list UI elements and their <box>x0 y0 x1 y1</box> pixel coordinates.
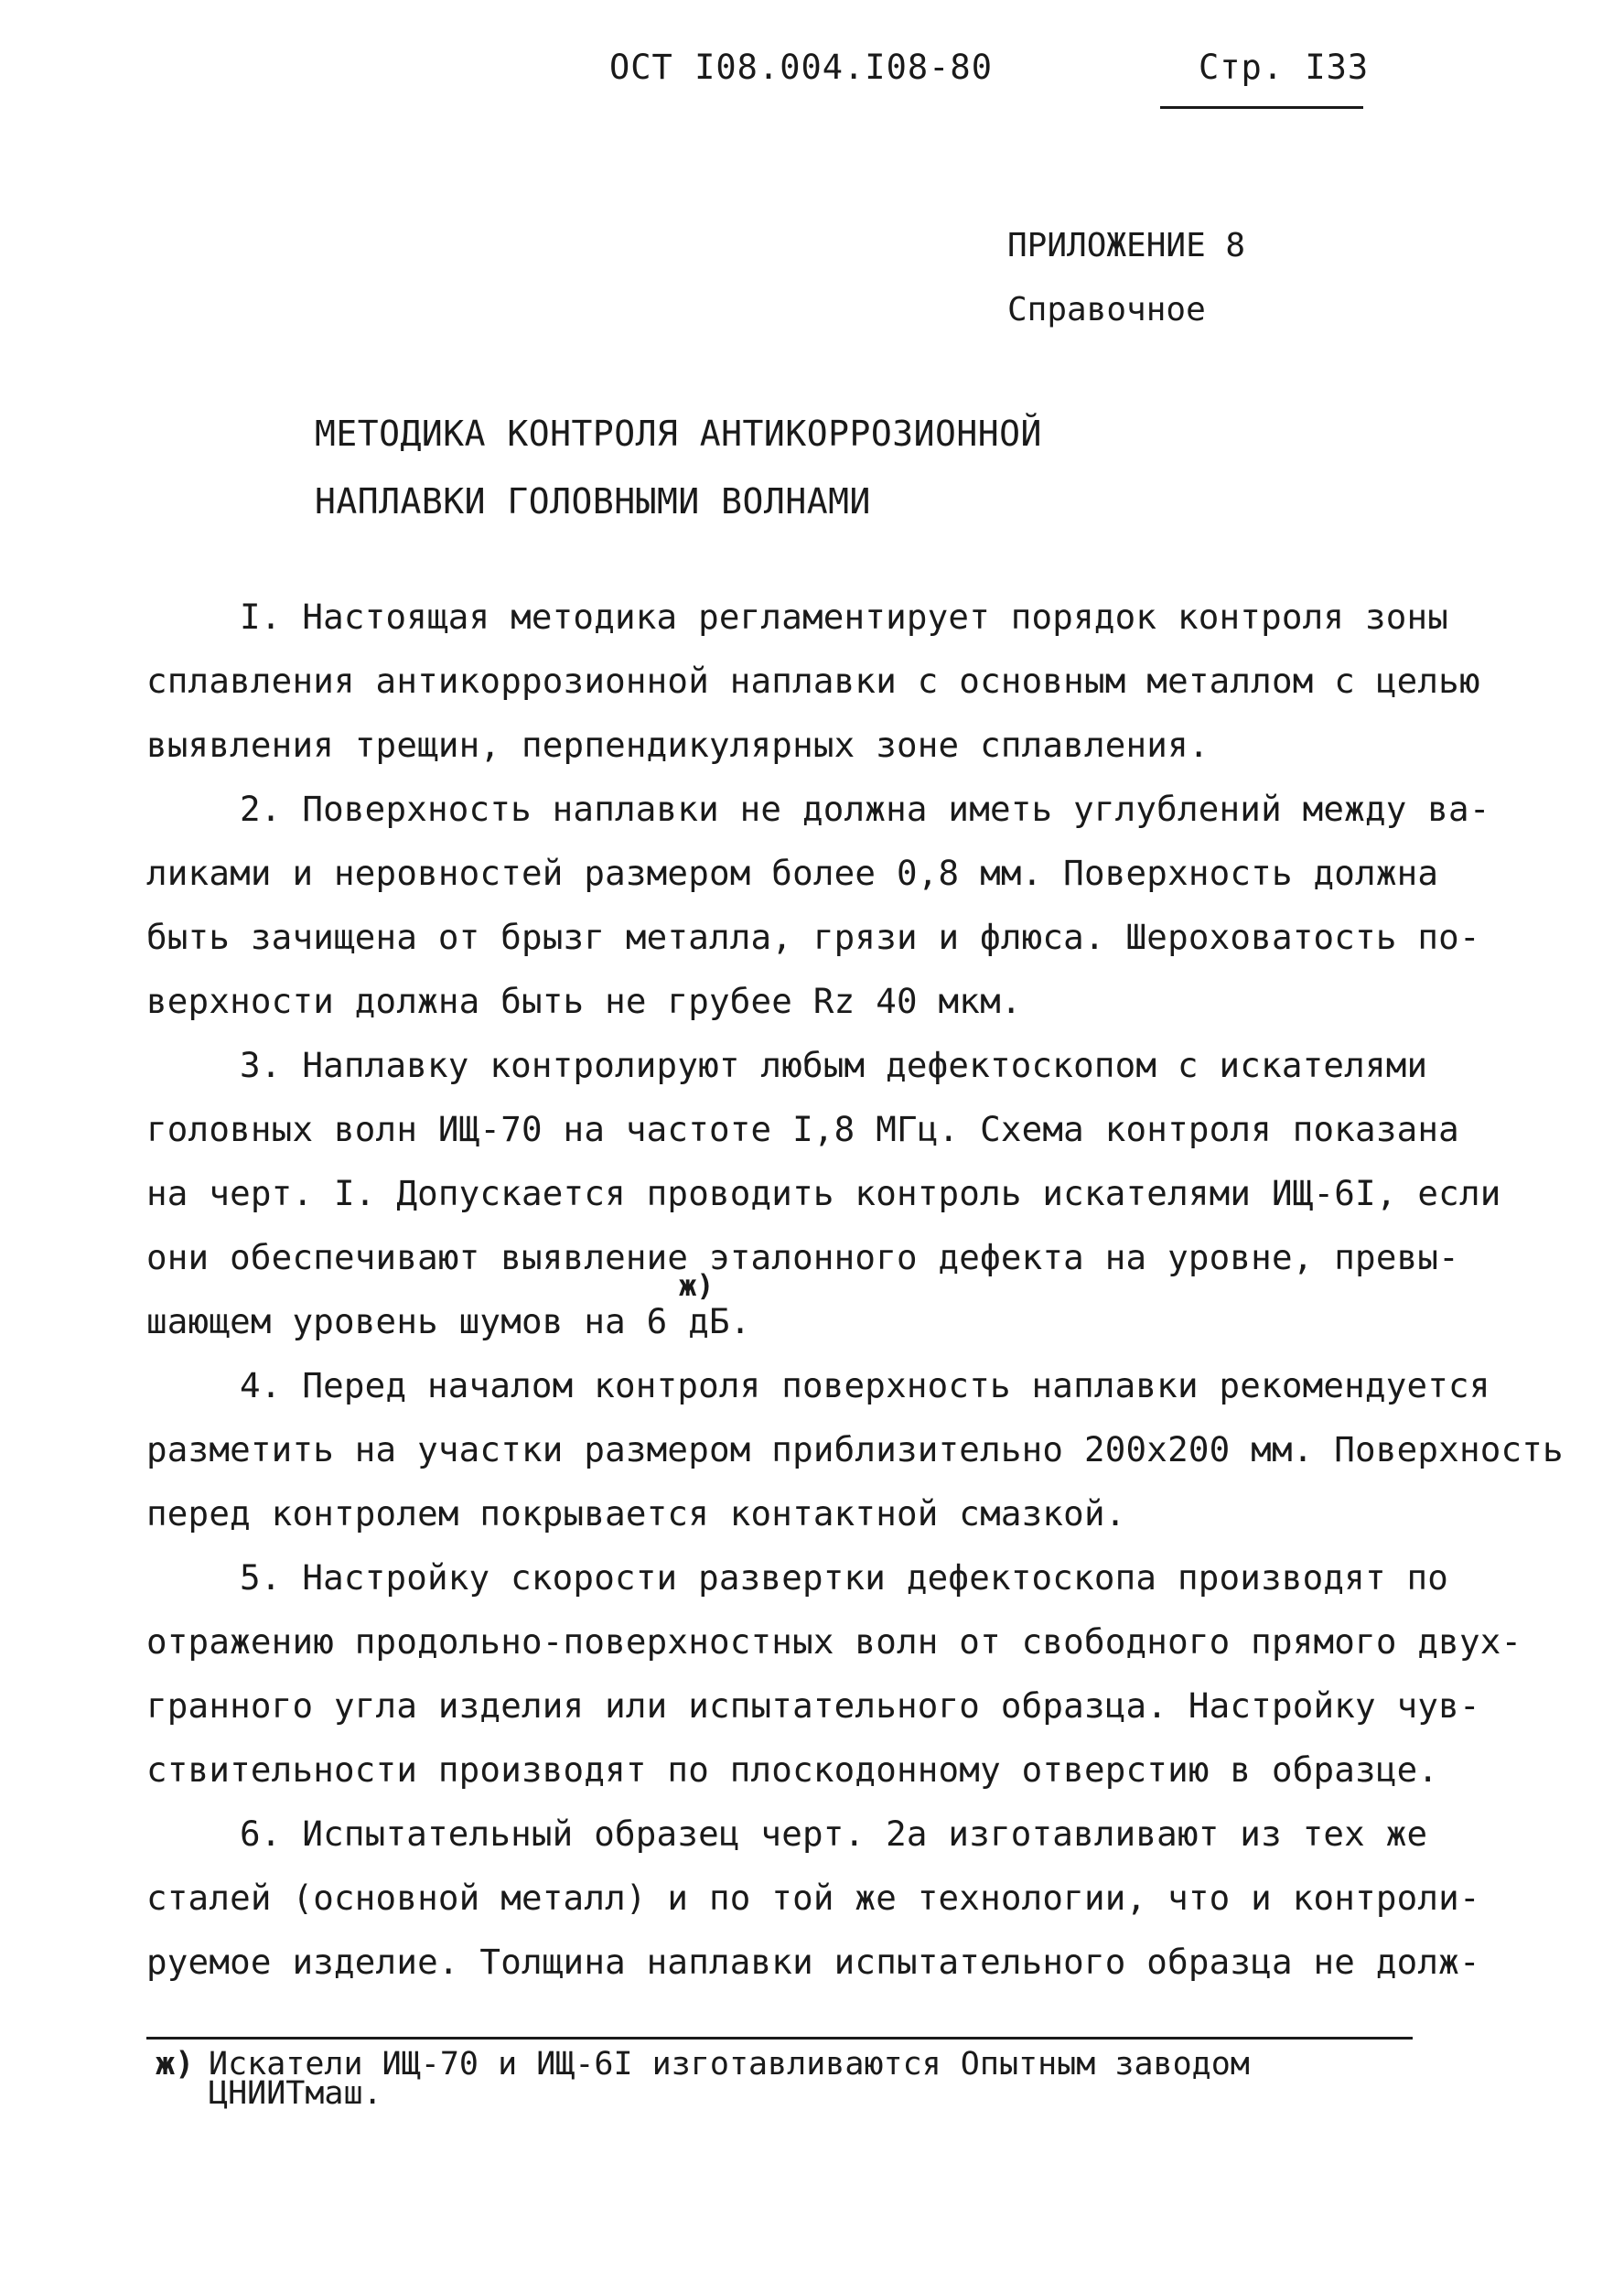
body-line: разметить на участки размером приблизительно 200х200 мм. Поверхность <box>146 1429 1564 1469</box>
page-number: Стр. I33 <box>1199 48 1370 87</box>
body-line: выявления трещин, перпендикулярных зоне сплавления. <box>146 725 1210 765</box>
appendix-label: ПРИЛОЖЕНИЕ 8 <box>1007 227 1246 264</box>
header-underline <box>1160 106 1363 109</box>
body-line: 2. Поверхность наплавки не должна иметь углублений между ва- <box>240 789 1490 829</box>
body-line: отражению продольно-поверхностных волн от свободного прямого двух- <box>146 1621 1522 1662</box>
body-line: гранного угла изделия или испытательного образца. Настройку чув- <box>146 1685 1480 1726</box>
body-line: ствительности производят по плоскодонному отверстию в образце. <box>146 1749 1439 1790</box>
body-line: 5. Настройку скорости развертки дефектоскопа производят по <box>240 1557 1449 1598</box>
footnote-divider <box>146 2037 1413 2040</box>
body-line: верхности должна быть не грубее Rz 40 мкм. <box>146 981 1022 1021</box>
document-title-line-2: НАПЛАВКИ ГОЛОВНЫМИ ВОЛНАМИ <box>315 481 871 522</box>
appendix-type: Справочное <box>1007 291 1206 328</box>
footnote-line-2: ЦНИИТмаш. <box>209 2075 382 2112</box>
footnote-line-1: Искатели ИЩ-70 и ИЩ-6I изготавливаются Опытным заводом <box>209 2046 1250 2083</box>
footnote-marker: ж) <box>156 2046 195 2083</box>
footnote-reference: ж) <box>679 1268 715 1303</box>
body-line: головных волн ИЩ-70 на частоте I,8 МГц. Схема контроля показана <box>146 1109 1459 1149</box>
document-code: ОСТ I08.004.I08-80 <box>609 48 993 87</box>
body-line: перед контролем покрывается контактной смазкой. <box>146 1493 1126 1534</box>
body-line: 3. Наплавку контролируют любым дефектоскопом с искателями <box>240 1045 1428 1085</box>
body-line: шающем уровень шумов на 6 дБ. <box>146 1301 751 1341</box>
body-line: 6. Испытательный образец черт. 2а изготавливают из тех же <box>240 1814 1428 1854</box>
body-line: они обеспечивают выявление эталонного дефекта на уровне, превы- <box>146 1237 1459 1277</box>
body-line: руемое изделие. Толщина наплавки испытательного образца не долж- <box>146 1942 1480 1982</box>
document-title-line-1: МЕТОДИКА КОНТРОЛЯ АНТИКОРРОЗИОННОЙ <box>315 414 1042 454</box>
body-line: 4. Перед началом контроля поверхность наплавки рекомендуется <box>240 1365 1490 1405</box>
body-line: I. Настоящая методика регламентирует порядок контроля зоны <box>240 597 1449 637</box>
body-line: сталей (основной металл) и по той же технологии, что и контроли- <box>146 1878 1480 1918</box>
body-line: ликами и неровностей размером более 0,8 мм. Поверхность должна <box>146 853 1439 893</box>
body-line: на черт. I. Допускается проводить контроль искателями ИЩ-6I, если <box>146 1173 1501 1213</box>
body-line: быть зачищена от брызг металла, грязи и флюса. Шероховатость по- <box>146 917 1480 957</box>
body-line: сплавления антикоррозионной наплавки с основным металлом с целью <box>146 661 1480 701</box>
